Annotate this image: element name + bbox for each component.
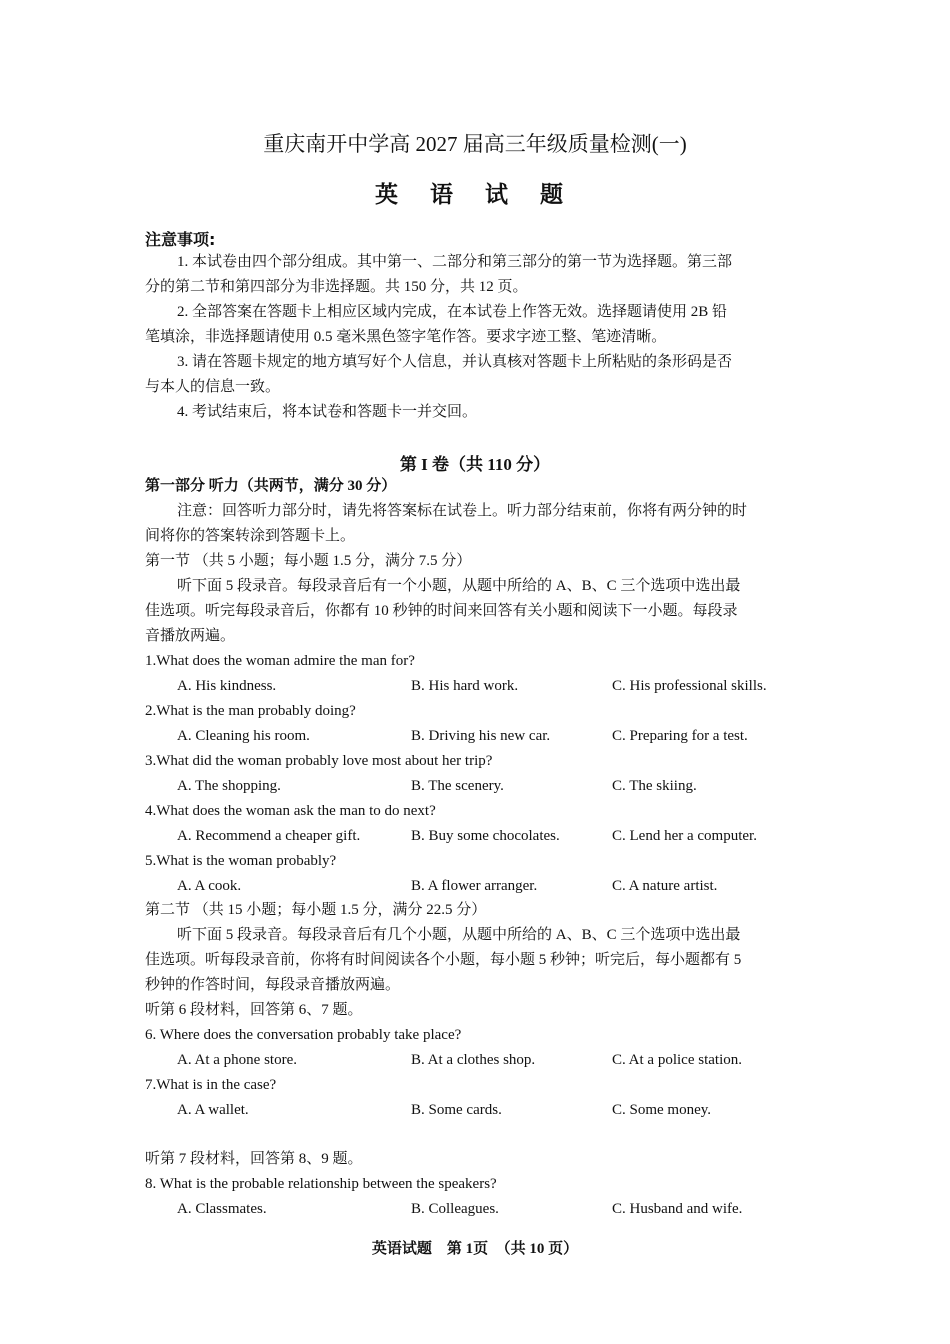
option-a: A. The shopping. [177,778,281,794]
option-a: A. A cook. [177,878,242,894]
note-1-line-2: 分的第二节和第四部分为非选择题。共 150 分，共 12 页。 [145,279,528,295]
question-text: 3.What did the woman probably love most about her trip? [145,753,493,769]
option-a: A. Classmates. [177,1201,267,1217]
part1-note-line-2: 间将你的答案转涂到答题卡上。 [145,528,356,544]
section1-instr-line-3: 音播放两遍。 [145,628,236,644]
option-b: B. The scenery. [411,778,504,794]
option-a: A. A wallet. [177,1102,249,1118]
notes-heading: 注意事项: [145,230,216,249]
note-3-line-1: 3. 请在答题卡规定的地方填写好个人信息，并认真核对答题卡上所粘贴的条形码是否 [177,354,733,370]
material-6-instruction: 听第 6 段材料，回答第 6、7 题。 [145,1002,363,1018]
page-footer: 英语试题 第 1页 （共 10 页） [371,1241,579,1257]
section2-heading: 第二节 （共 15 小题；每小题 1.5 分，满分 22.5 分） [145,902,487,918]
note-3-line-2: 与本人的信息一致。 [145,379,281,395]
question-text: 7.What is in the case? [145,1077,277,1093]
option-a: A. Recommend a cheaper gift. [177,828,361,844]
part1-heading: 第一部分 听力（共两节，满分 30 分） [145,478,397,494]
note-1-line-1: 1. 本试卷由四个部分组成。其中第一、二部分和第三部分的第一节为选择题。第三部 [177,254,733,270]
note-4: 4. 考试结束后，将本试卷和答题卡一并交回。 [177,404,478,420]
option-c: C. A nature artist. [612,878,718,894]
option-b: B. Buy some chocolates. [411,828,560,844]
question-text: 6. Where does the conversation probably take place? [145,1027,462,1043]
option-a: A. His kindness. [177,678,277,694]
volume-title: 第 I 卷（共 110 分） [399,455,551,474]
section2-instr-line-2: 佳选项。听每段录音前，你将有时间阅读各个小题，每小题 5 秒钟；听完后，每小题都有 5 [145,952,742,968]
option-c: C. Some money. [612,1102,712,1118]
question-text: 4.What does the woman ask the man to do next? [145,803,436,819]
option-a: A. At a phone store. [177,1052,297,1068]
question-text: 8. What is the probable relationship between the speakers? [145,1176,497,1192]
section1-instr-line-2: 佳选项。听完每段录音后，你都有 10 秒钟的时间来回答有关小题和阅读下一小题。每段录 [145,603,738,619]
option-c: C. The skiing. [612,778,697,794]
question-text: 5.What is the woman probably? [145,853,337,869]
option-c: C. Lend her a computer. [612,828,757,844]
option-b: B. His hard work. [411,678,519,694]
exam-title: 重庆南开中学高 2027 届高三年级质量检测(一) [263,132,687,156]
section2-instr-line-1: 听下面 5 段录音。每段录音后有几个小题，从题中所给的 A、B、C 三个选项中选出最 [177,927,741,943]
material-7-instruction: 听第 7 段材料，回答第 8、9 题。 [145,1151,363,1167]
option-b: B. Some cards. [411,1102,502,1118]
option-b: B. Colleagues. [411,1201,499,1217]
question-text: 2.What is the man probably doing? [145,703,356,719]
part1-note-line-1: 注意：回答听力部分时，请先将答案标在试卷上。听力部分结束前，你将有两分钟的时 [177,503,748,519]
question-text: 1.What does the woman admire the man for? [145,653,415,669]
option-c: C. Preparing for a test. [612,728,748,744]
option-c: C. His professional skills. [612,678,767,694]
note-2-line-1: 2. 全部答案在答题卡上相应区域内完成，在本试卷上作答无效。选择题请使用 2B 铅 [177,304,728,320]
option-b: B. Driving his new car. [411,728,551,744]
note-2-line-2: 笔填涂，非选择题请使用 0.5 毫米黑色签字笔作答。要求字迹工整、笔迹清晰。 [145,329,667,345]
exam-subtitle: 英 语 试 题 [374,182,576,208]
option-c: C. Husband and wife. [612,1201,743,1217]
section1-heading: 第一节 （共 5 小题；每小题 1.5 分，满分 7.5 分） [145,553,472,569]
section2-instr-line-3: 秒钟的作答时间，每段录音播放两遍。 [145,977,401,993]
option-a: A. Cleaning his room. [177,728,310,744]
section1-instr-line-1: 听下面 5 段录音。每段录音后有一个小题，从题中所给的 A、B、C 三个选项中选出最 [177,578,741,594]
option-c: C. At a police station. [612,1052,742,1068]
option-b: B. A flower arranger. [411,878,538,894]
option-b: B. At a clothes shop. [411,1052,536,1068]
